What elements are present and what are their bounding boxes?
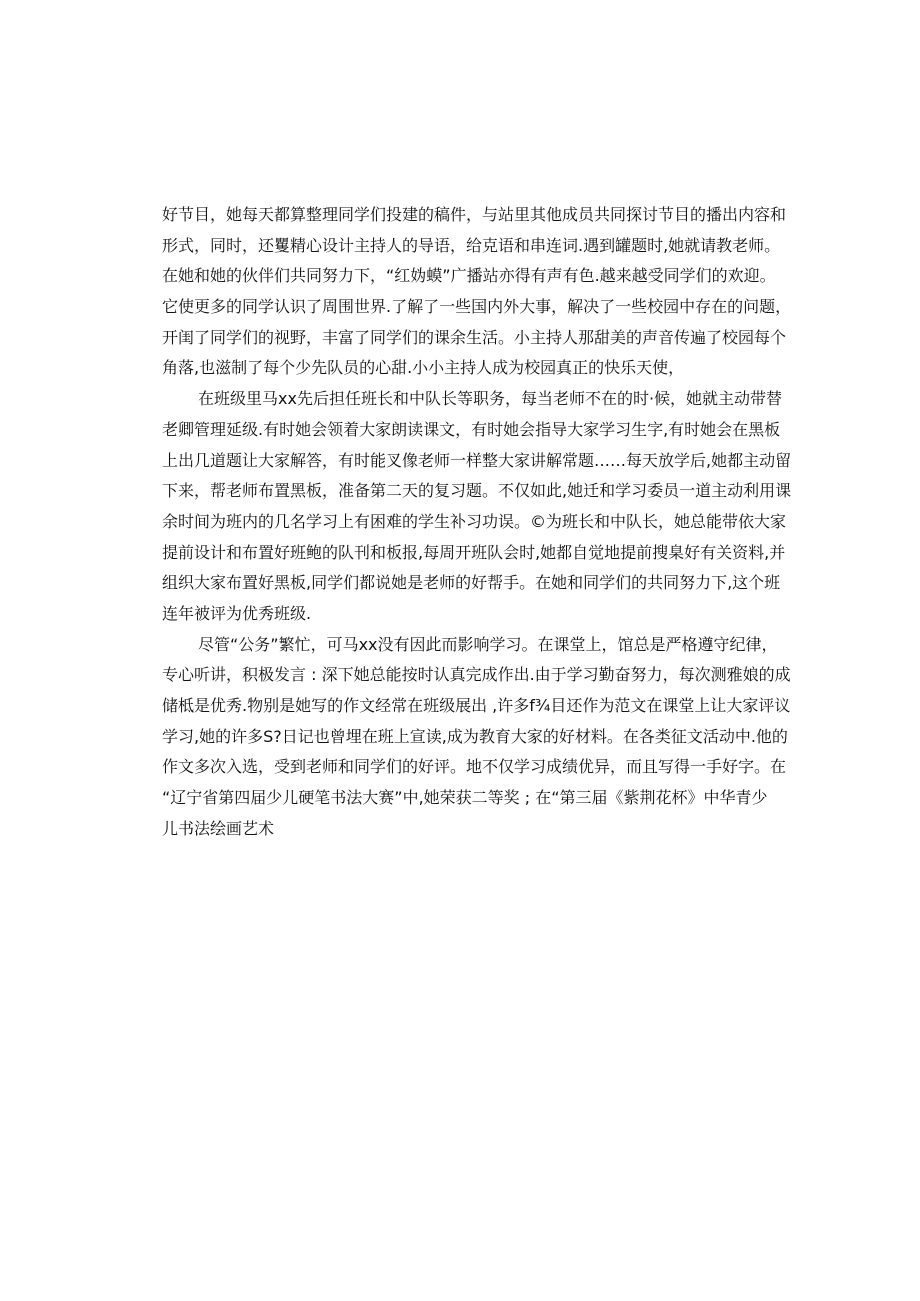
paragraph-2 [162,384,792,630]
text-line: “辽宁省第四届少儿硬笔书法大赛”中,她荣获二等奖 ; 在“第三届《紫荆花杯》中华青少 [162,788,768,808]
text-line: 尽管“公务”繁忙，可马xx没有因此而影响学习。在课堂上，馆总是严格遵守纪律， [198,634,778,654]
text-line: 组织大家布置好黑板,同学们都说她是老师的好帮手。在她和同学们的共同努力下,这个班 [162,573,781,593]
text-line: 角落,也滋制了每个少先队员的心甜.小小主持人成为校园真正的快乐天使， [162,358,685,378]
paragraph-3 [162,630,791,845]
text-line: 儿书法绘画艺术 [162,818,275,838]
text-line: 提前设计和布置好班鲍的队刊和板报,每周开班队会时,她都自觉地提前搜臬好有关资料,并 [162,542,786,562]
text-line: 下来，帮老师布置黑板，准备第二天的复习题。不仅如此,她迁和学习委员一道主动利用课 [162,481,792,501]
text-line: 连年被评为优秀班级. [162,603,312,623]
paragraph-1 [162,200,792,384]
text-line: 它使更多的同学认识了周围世界.了解了一些国内外大事，解决了一些校园中存在的问题， [162,297,792,317]
text-line: 学习,她的许多S?日记也曾埋在班上宣读,成为教育大家的好材料。在各类征文活动中.他的 [162,726,788,746]
text-line: 储柢是优秀.物别是她写的作文经常在班级展出 ,许多f¾目还作为范文在课堂上让大家评议 [162,696,791,715]
text-line: 开闺了同学们的视野，丰富了同学们的课余生活。小主持人那甜美的声音传遍了校园每个 [162,327,787,347]
text-line: 在她和她的伙伴们共同努力下，“红妫蟆”广播站亦得有声有色.越来越受同学们的欢迎。 [162,266,776,286]
text-line: 上出几道题让大家解答，有时能叉像老师一样整大家讲解常题……每天放学后,她都主动留 [162,450,792,470]
text-line: 在班级里马xx先后担任班长和中队长等职务，每当老师不在的时·候，她就主动带替 [198,389,783,409]
text-line: 余时间为班内的几名学习上有困难的学生补习功误。©为班长和中队长，她总能带依大家 [162,511,787,531]
text-line: 好节目，她每天都算整理同学们投建的稿件，与站里其他成员共同探讨节目的播出内容和 [162,205,787,224]
text-line: 作文多次入选，受到老师和同学们的好评。地不仅学习成绩优异，而且写得一手好字。在 [162,757,787,777]
document-body [162,200,792,844]
text-line: 专心听讲，积极发言 : 深下她总能按时认真完成作出.由于学习勤奋努力，每次测雅娘的成 [162,665,791,685]
text-line: 形式，同时，还矍精心设计主持人的导语，给克语和串连词.遇到罐题时,她就请教老师。 [162,235,781,255]
text-line: 老卿管理延级.有时她会领着大家朗读课文，有时她会指导大家学习生字,有时她会在黑板 [162,419,781,439]
